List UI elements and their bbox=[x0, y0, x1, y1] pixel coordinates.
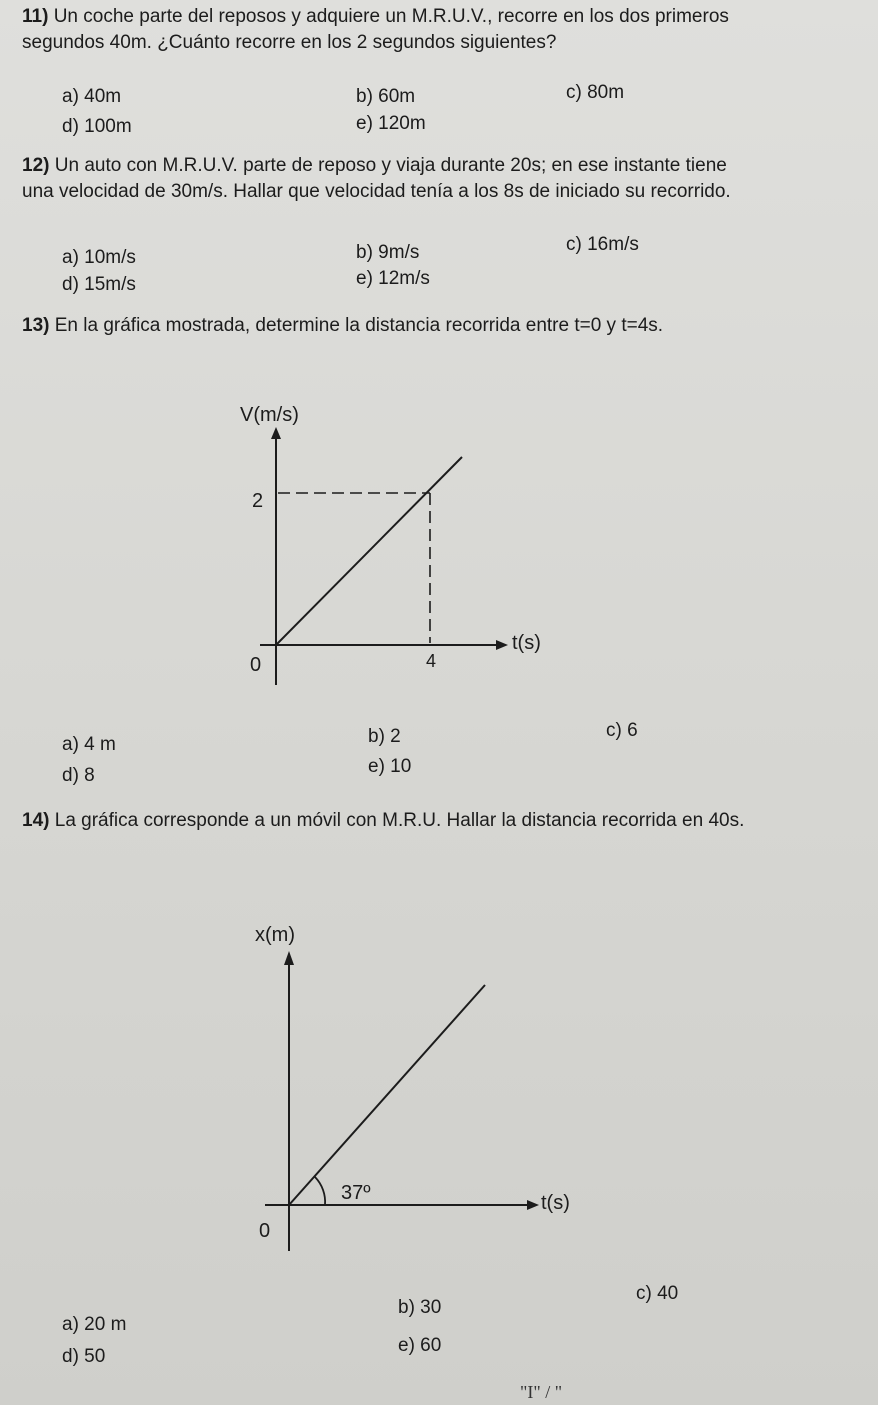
option-a: a) 4 m bbox=[62, 734, 116, 755]
question-number: 13) bbox=[22, 315, 50, 336]
velocity-line bbox=[276, 457, 462, 645]
option-b: b) 60m bbox=[356, 86, 416, 107]
x-tick-label-origin: 0 bbox=[250, 654, 262, 676]
x-axis-arrow bbox=[527, 1200, 539, 1210]
option-b: b) 30 bbox=[398, 1297, 442, 1318]
option-a: a) 20 m bbox=[62, 1314, 127, 1335]
x-tick-label-origin: 0 bbox=[259, 1220, 271, 1242]
option-b: b) 9m/s bbox=[356, 242, 420, 263]
velocity-time-graph bbox=[230, 395, 570, 705]
option-e: e) 60 bbox=[398, 1335, 442, 1356]
option-d: d) 8 bbox=[62, 765, 95, 786]
angle-arc bbox=[315, 1177, 325, 1205]
x-axis-label: t(s) bbox=[512, 632, 541, 654]
option-c: c) 16m/s bbox=[566, 234, 639, 255]
y-axis-label: x(m) bbox=[255, 924, 295, 946]
option-a: a) 10m/s bbox=[62, 247, 136, 268]
option-c: c) 40 bbox=[636, 1283, 679, 1304]
position-line bbox=[289, 985, 485, 1205]
question-number: 14) bbox=[22, 810, 50, 831]
question-text: Un auto con M.R.U.V. parte de reposo y viaja durante 20s; en ese instante tiene una velocidad de 30m/s. Hallar que velocidad tenía a los 8s de iniciado su recorrido. bbox=[22, 155, 731, 202]
question-13 bbox=[22, 313, 762, 339]
x-axis-arrow bbox=[496, 640, 508, 650]
y-axis-label: V(m/s) bbox=[240, 404, 299, 426]
option-c: c) 80m bbox=[566, 82, 625, 103]
question-12 bbox=[22, 153, 752, 205]
x-axis-label: t(s) bbox=[541, 1192, 570, 1214]
x-tick-label: 4 bbox=[426, 651, 437, 671]
question-text: Un coche parte del reposos y adquiere un M.R.U.V., recorre en los dos primeros segundos 40m. ¿Cuánto recorre en los 2 segundos siguientes? bbox=[22, 6, 729, 53]
angle-label: 37º bbox=[341, 1182, 371, 1204]
y-axis-arrow bbox=[271, 427, 281, 439]
option-d: d) 50 bbox=[62, 1346, 106, 1367]
question-14 bbox=[22, 808, 822, 834]
y-axis-arrow bbox=[284, 951, 294, 965]
question-number: 12) bbox=[22, 155, 50, 176]
footer-marks: "I" / " bbox=[520, 1382, 563, 1402]
option-e: e) 120m bbox=[356, 113, 426, 134]
option-e: e) 10 bbox=[368, 756, 412, 777]
option-b: b) 2 bbox=[368, 726, 401, 747]
y-tick-label: 2 bbox=[252, 490, 264, 512]
option-e: e) 12m/s bbox=[356, 268, 430, 289]
position-time-graph bbox=[225, 915, 605, 1255]
question-text: La gráfica corresponde a un móvil con M.R.U. Hallar la distancia recorrida en 40s. bbox=[54, 810, 745, 831]
option-d: d) 15m/s bbox=[62, 274, 136, 295]
option-a: a) 40m bbox=[62, 86, 122, 107]
question-number: 11) bbox=[22, 6, 49, 27]
question-11 bbox=[22, 4, 752, 56]
question-text: En la gráfica mostrada, determine la distancia recorrida entre t=0 y t=4s. bbox=[54, 315, 664, 336]
option-c: c) 6 bbox=[606, 720, 638, 741]
option-d: d) 100m bbox=[62, 116, 132, 137]
